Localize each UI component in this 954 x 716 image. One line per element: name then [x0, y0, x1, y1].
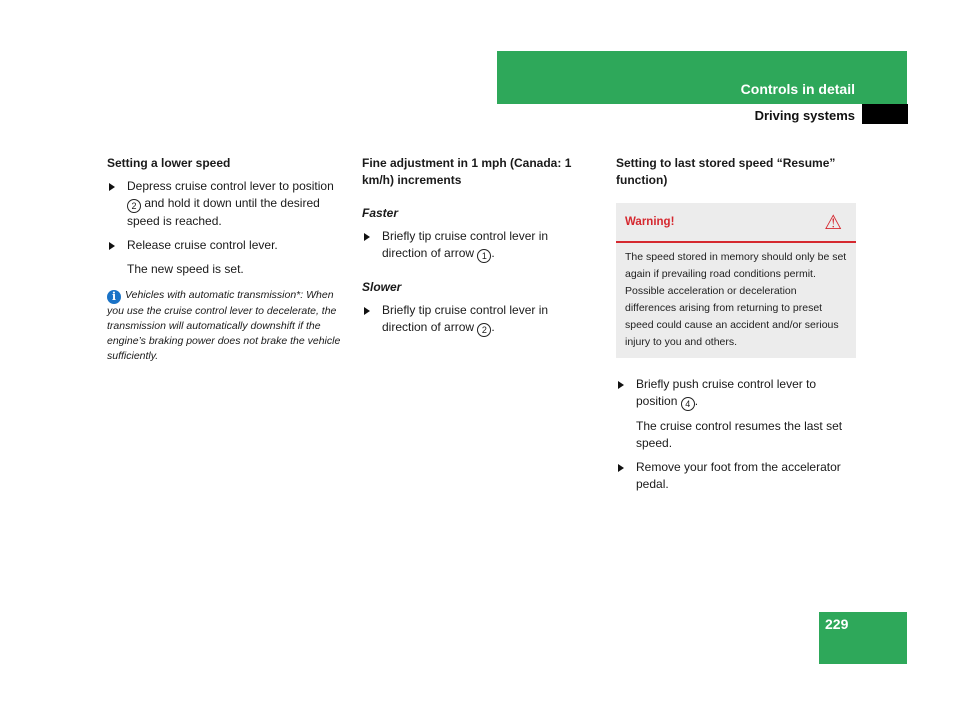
bullet-arrow-icon [109, 242, 115, 250]
section-tab-marker [862, 104, 908, 124]
heading-resume: Setting to last stored speed “Resume” function) [616, 156, 836, 187]
subsection-title: Driving systems [754, 108, 855, 123]
step-slower: Briefly tip cruise control lever in direction of arrow 2 . [362, 302, 584, 337]
arrow-number-icon: 1 [477, 249, 491, 263]
heading-fine-adjustment: Fine adjustment in 1 mph (Canada: 1 km/h) increments [362, 156, 572, 187]
warning-box [616, 203, 856, 358]
bullet-arrow-icon [364, 233, 370, 241]
subheading-faster: Faster [362, 206, 399, 220]
section-title: Controls in detail [740, 81, 855, 97]
bullet-arrow-icon [618, 381, 624, 389]
position-number-icon: 2 [127, 199, 141, 213]
step-remove-foot: Remove your foot from the accelerator pedal. [616, 459, 856, 493]
arrow-number-icon: 2 [477, 323, 491, 337]
bullet-arrow-icon [109, 183, 115, 191]
position-number-icon: 4 [681, 397, 695, 411]
header-bar [497, 51, 907, 104]
step-faster: Briefly tip cruise control lever in direction of arrow 1 . [362, 228, 584, 263]
step-depress-lever: Depress cruise control lever to position 2 and hold it down until the desired speed is reached. [107, 178, 347, 230]
step-push-lever: Briefly push cruise control lever to position 4 . [616, 376, 856, 411]
heading-lower-speed: Setting a lower speed [107, 156, 231, 170]
subheading-slower: Slower [362, 280, 402, 294]
column-fine-adjustment [362, 155, 584, 344]
column-resume [616, 155, 856, 500]
page-number-box [819, 612, 907, 664]
result-text: The cruise control resumes the last set speed. [636, 419, 843, 450]
page-number: 229 [825, 616, 849, 632]
step-release-lever: Release cruise control lever. [107, 237, 347, 254]
info-note: i Vehicles with automatic transmission*: When you use the cruise control lever to decelerate, the transmission will automatically downshift if the engine’s braking power does not brake the vehicle sufficiently. [107, 289, 341, 362]
result-text: The new speed is set. [127, 262, 244, 276]
warning-header [616, 203, 856, 243]
column-lower-speed [107, 155, 347, 364]
warning-triangle-icon: ⚠ [824, 210, 842, 234]
warning-text: The speed stored in memory should only be set again if prevailing road conditions permit. Possible acceleration or deceleration differences arising from returning to preset speed could cause an accident and/or serious injury to you and others. [625, 251, 847, 348]
bullet-arrow-icon [364, 307, 370, 315]
warning-title: Warning! [625, 216, 675, 228]
info-icon: i [107, 290, 121, 304]
bullet-arrow-icon [618, 464, 624, 472]
